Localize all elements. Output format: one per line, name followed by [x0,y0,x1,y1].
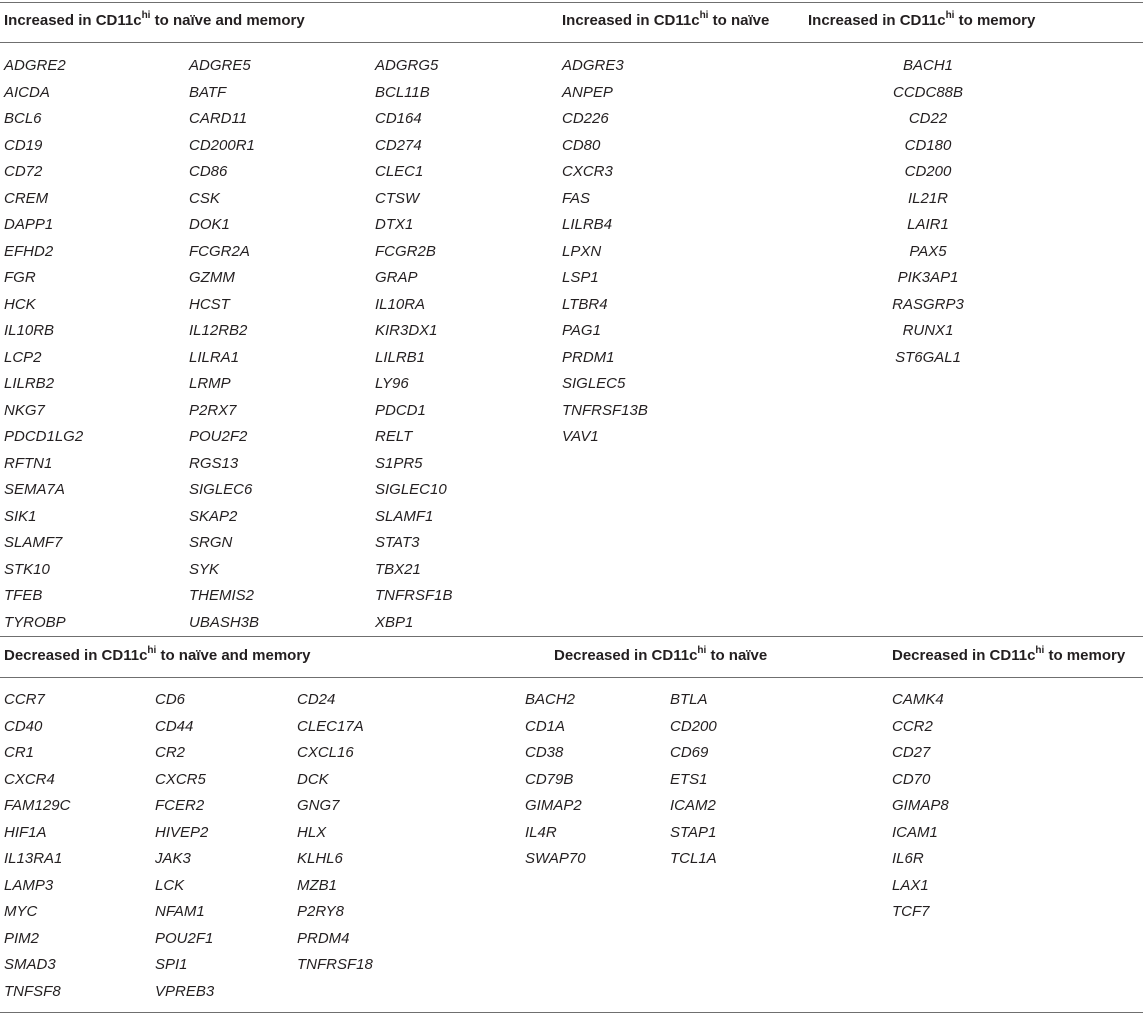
gene-name: IL4R [525,823,557,841]
decreased-naive-col2 [670,687,717,873]
gene-name: S1PR5 [375,454,423,472]
gene-name: LPXN [562,242,602,260]
header-superscript: hi [699,10,709,21]
gene-name: CD44 [155,717,194,735]
gene-name: LILRB2 [4,375,55,392]
gene-name: BACH1 [902,57,954,74]
increased-both-col1 [4,53,83,636]
gene-name: BTLA [670,691,708,708]
header-text: to memory [954,12,1036,29]
gene-name: CLEC17A [297,717,364,735]
gene-name: RELT [375,428,413,445]
gene-name: GZMM [189,269,235,286]
gene-name: IL10RA [375,295,426,313]
top-rule [0,2,1143,3]
gene-name: PDCD1 [375,401,426,419]
gene-name: IL12RB2 [189,322,248,339]
gene-name: BCL6 [4,110,42,127]
header-text: Decreased in CD11c [892,647,1036,664]
gene-name: RFTN1 [4,454,53,472]
header-text: Increased in CD11c [562,12,700,29]
gene-name: KLHL6 [297,850,343,867]
gene-name: ADGRE3 [562,57,624,74]
decreased-memory-col [892,687,949,926]
gene-name: CAMK4 [892,691,944,708]
increased-memory-col [860,53,996,371]
gene-name: LY96 [375,375,409,392]
gene-name: MYC [4,903,38,920]
middle-rule [0,636,1143,637]
gene-name: LAX1 [892,876,929,894]
gene-name: SIGLEC5 [562,375,626,392]
gene-name: ICAM1 [892,823,938,841]
gene-name: STAT3 [375,534,420,551]
gene-name: GIMAP2 [525,797,582,814]
gene-name: SWAP70 [525,850,586,867]
gene-name: IL10RB [4,322,55,339]
gene-name: PIK3AP1 [897,269,959,286]
header-increased-naive [562,12,769,30]
gene-name: CD200 [670,717,717,735]
gene-name: CR1 [4,744,35,761]
gene-name: ADGRE2 [4,57,66,74]
gene-name: FCER2 [155,797,205,814]
gene-name: SIGLEC6 [189,481,253,498]
gene-name: LCK [155,876,185,894]
gene-name: FCGR2A [189,242,250,260]
gene-name: VPREB3 [155,982,215,1000]
gene-name: CREM [4,189,49,207]
gene-name: STK10 [4,560,50,578]
gene-name: CCR7 [4,691,45,708]
header-text: to naïve and memory [150,12,305,29]
gene-name: CD86 [189,163,228,180]
header-increased-memory [808,12,1035,30]
header-decreased-naive-and-memory [4,647,311,665]
gene-name: LTBR4 [562,295,608,313]
gene-name: CXCL16 [297,744,354,761]
decreased-naive-col1 [525,687,586,873]
gene-name: SYK [189,560,220,578]
gene-name: SEMA7A [4,481,65,498]
gene-name: RGS13 [189,454,239,472]
gene-name: NFAM1 [155,903,205,920]
gene-name: TNFRSF1B [375,587,453,604]
gene-name: SLAMF1 [375,507,434,525]
gene-name: GRAP [375,269,418,286]
gene-name: CD226 [562,110,609,127]
gene-name: FAM129C [4,797,71,814]
gene-name: LCP2 [4,348,42,366]
gene-name: PRDM4 [297,929,350,947]
gene-name: XBP1 [375,613,414,631]
gene-name: TCL1A [670,850,717,867]
gene-name: BCL11B [375,83,430,101]
gene-name: CCDC88B [892,83,964,101]
gene-name: SMAD3 [4,956,56,973]
gene-name: BATF [189,83,227,101]
gene-name: ADGRE5 [189,57,251,74]
gene-name: CD70 [892,770,931,788]
gene-name: SKAP2 [189,507,238,525]
gene-name: CD80 [562,136,601,154]
gene-name: TYROBP [4,613,66,631]
gene-name: TCF7 [892,903,930,920]
gene-name: UBASH3B [189,613,260,631]
gene-name: CLEC1 [375,163,424,180]
gene-name: ST6GAL1 [895,348,961,366]
gene-name: HLX [297,823,327,841]
gene-name: CD69 [670,744,709,761]
gene-name: GNG7 [297,797,340,814]
gene-name: DCK [297,770,329,788]
gene-name: SIGLEC10 [375,481,447,498]
gene-name: HCST [189,295,230,313]
gene-name: CD200 [904,163,952,180]
gene-name: DOK1 [189,216,230,233]
gene-name: CD24 [297,691,336,708]
gene-name: LRMP [189,375,231,392]
gene-name: CD72 [4,163,43,180]
gene-name: FAS [562,189,591,207]
gene-name: POU2F1 [155,929,214,947]
header-text: to memory [1044,647,1126,664]
gene-name: ADGRG5 [375,57,439,74]
gene-name: BACH2 [525,691,576,708]
gene-name: CD38 [525,744,564,761]
gene-name: TNFRSF13B [562,401,648,419]
header-text: Increased in CD11c [4,12,142,29]
gene-name: CXCR3 [562,163,613,180]
gene-name: CD164 [375,110,422,127]
gene-name: CD22 [908,110,948,127]
gene-name: PIM2 [4,929,40,947]
decreased-header-rule [0,677,1143,678]
gene-name: LSP1 [562,269,599,286]
header-superscript: hi [945,10,955,21]
gene-name: CD200R1 [189,136,255,154]
gene-name: LAIR1 [907,216,949,233]
gene-name: CXCR4 [4,770,55,788]
increased-both-col2 [189,53,259,636]
gene-name: CD274 [375,136,422,154]
gene-name: HIF1A [4,823,47,841]
gene-name: AICDA [4,83,50,101]
gene-name: DTX1 [375,216,414,233]
gene-name: POU2F2 [189,428,248,445]
gene-name: CARD11 [189,110,248,127]
gene-name: LAMP3 [4,876,54,894]
gene-name: CD27 [892,744,931,761]
gene-name: PRDM1 [562,348,615,366]
gene-name: SLAMF7 [4,534,63,551]
gene-name: CR2 [155,744,186,761]
header-text: to naïve [708,12,770,29]
gene-name: IL6R [892,850,924,867]
gene-name: STAP1 [670,823,717,841]
gene-name: CCR2 [892,717,933,735]
gene-name: HIVEP2 [155,823,209,841]
header-superscript: hi [147,645,157,656]
header-text: to naïve and memory [156,647,311,664]
gene-name: JAK3 [155,850,191,867]
gene-name: MZB1 [297,876,338,894]
gene-name: FCGR2B [375,242,436,260]
gene-name: KIR3DX1 [375,322,438,339]
gene-name: PAX5 [909,242,947,260]
header-text: Increased in CD11c [808,12,946,29]
gene-name: PAG1 [562,322,601,339]
gene-name: IL13RA1 [4,850,63,867]
gene-name: DAPP1 [4,216,54,233]
bottom-rule [0,1012,1143,1013]
gene-name: NKG7 [4,401,45,419]
gene-name: CD180 [904,136,952,154]
gene-name: TFEB [4,587,43,604]
decreased-both-col1 [4,687,70,1005]
increased-header-rule [0,42,1143,43]
gene-name: IL21R [907,189,949,207]
gene-name: LILRB1 [375,348,426,366]
gene-name: SPI1 [155,956,188,973]
gene-name: CTSW [375,189,420,207]
gene-name: P2RY8 [297,903,344,920]
gene-name: RASGRP3 [892,295,964,313]
gene-name: ANPEP [562,83,613,101]
header-text: to naïve [706,647,768,664]
gene-name: TBX21 [375,560,421,578]
header-text: Decreased in CD11c [4,647,148,664]
gene-name: ICAM2 [670,797,716,814]
gene-name: CD6 [155,691,186,708]
header-text: Decreased in CD11c [554,647,698,664]
gene-name: THEMIS2 [189,587,255,604]
gene-name: HCK [4,295,36,313]
gene-name: TNFRSF18 [297,956,373,973]
increased-naive-col [562,53,648,451]
header-superscript: hi [1035,645,1045,656]
gene-name: CD1A [525,717,566,735]
gene-name: GIMAP8 [892,797,949,814]
gene-name: P2RX7 [189,401,237,419]
gene-name: RUNX1 [902,322,954,339]
gene-name: TNFSF8 [4,982,61,1000]
gene-name: LILRA1 [189,348,240,366]
gene-name: LILRB4 [562,216,613,233]
gene-name: VAV1 [562,428,599,445]
gene-name: CD19 [4,136,43,154]
decreased-both-col2 [155,687,214,1005]
header-superscript: hi [141,10,151,21]
gene-name: ETS1 [670,770,708,788]
gene-name: PDCD1LG2 [4,428,84,445]
header-superscript: hi [697,645,707,656]
gene-name: SIK1 [4,507,37,525]
gene-name: CD40 [4,717,43,735]
gene-name: EFHD2 [4,242,54,260]
gene-name: FGR [4,269,36,286]
header-decreased-memory [892,647,1125,665]
gene-name: CXCR5 [155,770,206,788]
gene-name: CD79B [525,770,574,788]
increased-both-col3 [375,53,453,636]
gene-name: SRGN [189,534,233,551]
header-increased-naive-and-memory [4,12,305,30]
decreased-both-col3 [297,687,373,979]
gene-name: CSK [189,189,220,207]
header-decreased-naive [554,647,767,665]
